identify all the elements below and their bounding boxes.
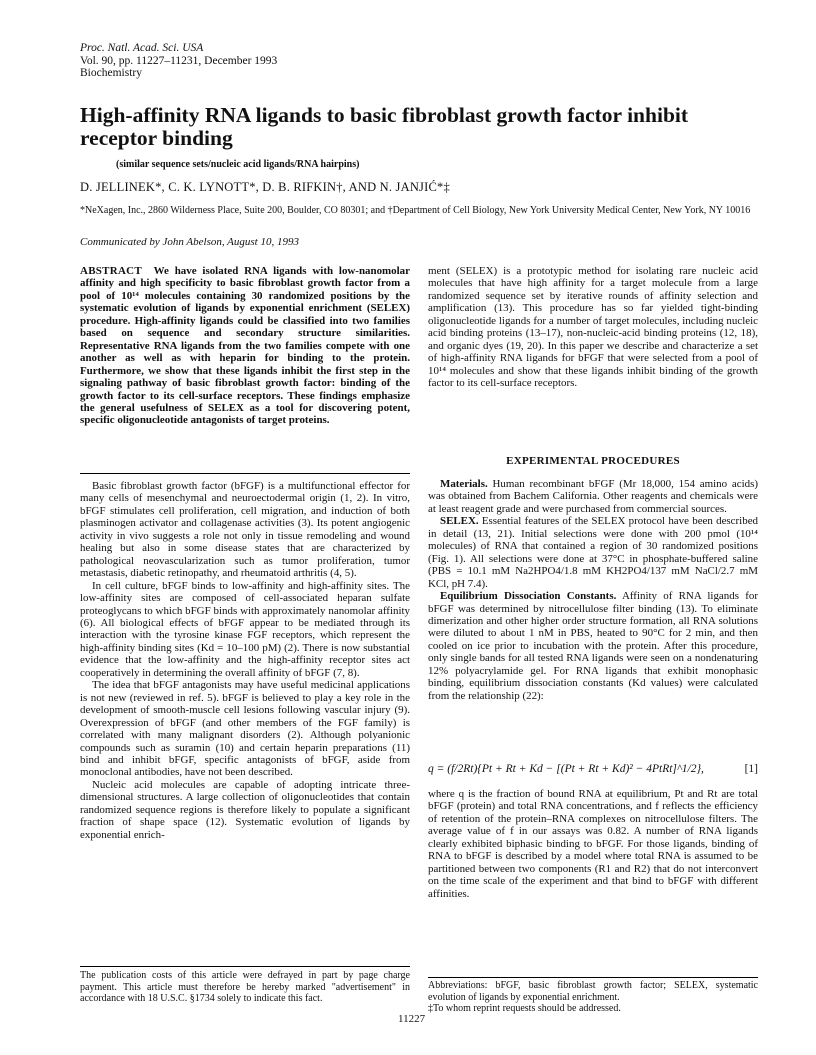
intro-paragraph: Nucleic acid molecules are capable of adopting intricate three-dimensional structures. A large collection of oligonucleotides that contain randomized sequence regions is therefore likely to populate a significant fraction of shape space (12). Systematic evolution of ligands by exponential enrich-: [80, 778, 410, 841]
intro-paragraph: Basic fibroblast growth factor (bFGF) is a multifunctional effector for many cells of mesenchymal and neuroectodermal origin (1, 2). In vitro, bFGF stimulates cell proliferation, cell migration, and induction of both plasminogen activator and collagenase activities (3). Its potent angiogenic activity in vivo suggests a role not only in tissue remodeling and wound healing but also in some disease states that are characterized by pathological neovascularization such as tumor proliferation, tumor metastasis, diabetic retinopathy, and rheumatoid arthritis (4, 5).: [80, 480, 410, 580]
communicated-by: Communicated by John Abelson, August 10, 1993: [80, 236, 299, 248]
abstract: [80, 265, 410, 427]
journal-section: Biochemistry: [80, 67, 142, 80]
methods-body: [428, 478, 758, 702]
intro-continued-text: ment (SELEX) is a prototypic method for isolating rare nucleic acid molecules that have high affinity for a target molecule from a large randomized sequence set by iterative rounds of affinity selection and amplification (13). This procedure has so far yielded tight-binding oligonucleotide ligands for a number of target molecules, including nucleic acid binding proteins (13–17), non-nucleic-acid binding proteins (12, 18), and organic dyes (19, 20). In this paper we describe and characterize a set of high-affinity RNA ligands for bFGF that were selected from a pool of 10¹⁴ molecules and show that these ligands inhibit binding of the growth factor to its cell-surface receptors.: [428, 265, 758, 390]
selex-label: SELEX.: [440, 515, 479, 528]
publication-cost-note: The publication costs of this article were defrayed in part by page charge payment. This article must therefore be hereby marked "advertisement" in accordance with 18 U.S.C. §1734 solely to indicate this fact.: [80, 970, 410, 1005]
journal-volume: Vol. 90, pp. 11227–11231, December 1993: [80, 54, 278, 67]
footnotes-right: [428, 980, 758, 1015]
journal-header: [80, 42, 277, 80]
equation-number: [1]: [744, 763, 758, 775]
abbreviations-note: Abbreviations: bFGF, basic fibroblast growth factor; SELEX, systematic evolution of ligands by exponential enrichment.: [428, 980, 758, 1003]
introduction-body: [80, 480, 410, 841]
equation-1: [428, 763, 758, 775]
materials-text: Human recombinant bFGF (Mr 18,000, 154 amino acids) was obtained from Bachem California. Other reagents and chemicals were at least reagent grade and were purchased from commercial sources.: [428, 478, 758, 515]
equilibrium-text: Affinity of RNA ligands for bFGF was determined by nitrocellulose filter binding (13). To eliminate dimerization and other higher order structure formation, all RNA solutions were diluted to about 1 nM in PBS, heated to 90°C for 2 min, and then cooled on ice prior to incubation with the protein. After this procedure, only single bands for all tested RNA ligands were seen on a nondenaturing 12% polyacrylamide gel. For RNA ligands that exhibit monophasic binding, equilibrium dissociation constants (Kd values) were calculated from the relationship (22):: [428, 590, 758, 702]
footnote-divider: [80, 966, 410, 967]
equilibrium-label: Equilibrium Dissociation Constants.: [440, 590, 617, 603]
affiliations: *NeXagen, Inc., 2860 Wilderness Place, Suite 200, Boulder, CO 80301; and †Department of Cell Biology, New York University Medical Center, New York, NY 10016: [80, 205, 751, 216]
intro-continued: [428, 265, 758, 390]
equation-text: q = (f/2Rt){Pt + Rt + Kd − [(Pt + Rt + Kd)² − 4PtRt]^1/2},: [428, 763, 704, 775]
after-equation-text: where q is the fraction of bound RNA at equilibrium, Pt and Rt are total bFGF (protein) and total RNA concentrations, and f reflects the efficiency of retention of the protein–RNA complexes on nitrocellulose filters. The average value of f in our assays was 0.82. A number of RNA ligands clearly exhibited biphasic binding to bFGF. For those ligands, binding of RNA to bFGF is described by a model where total RNA is assumed to be partitioned between two components (R1 and R2) that do not interconvert on the time scale of the experiment and that bind to bFGF with different affinities.: [428, 788, 758, 900]
section-heading: EXPERIMENTAL PROCEDURES: [506, 455, 680, 467]
selex-text: Essential features of the SELEX protocol have been described in detail (13, 21). Initial selections were done with 200 pmol (10¹⁴ molecules) of RNA that contained a region of 30 randomized positions (Fig. 1). All selections were done at 37°C in phosphate-buffered saline (PBS = 10.1 mM Na2HPO4/1.8 mM KH2PO4/137 mM NaCl/2.7 mM KCl, pH 7.4).: [428, 515, 759, 590]
author-list: D. JELLINEK*, C. K. LYNOTT*, D. B. RIFKIN†, AND N. JANJIĆ*‡: [80, 180, 450, 194]
materials-label: Materials.: [440, 478, 488, 490]
right-footnote-divider: [428, 977, 758, 978]
abstract-divider: [80, 473, 410, 474]
page-number: 11227: [398, 1013, 426, 1025]
journal-name: Proc. Natl. Acad. Sci. USA: [80, 42, 204, 54]
abstract-label: ABSTRACT: [80, 265, 142, 277]
reprint-note: ‡To whom reprint requests should be addressed.: [428, 1003, 621, 1015]
abstract-text: We have isolated RNA ligands with low-nanomolar affinity and high specificity to basic fibroblast growth factor from a pool of 10¹⁴ molecules containing 30 randomized positions by the systematic evolution of ligands by exponential enrichment (SELEX) procedure. High-affinity ligands could be classified into two families based on sequence and secondary structure similarities. Representative RNA ligands from the two families compete with one another as well as with heparin for binding to the protein. Furthermore, we show that these ligands inhibit the first step in the signaling pathway of basic fibroblast growth factor: binding of the growth factor to its cell-surface receptors. These findings emphasize the general usefulness of SELEX as a tool for discovering potent, specific oligonucleotide antagonists of target proteins.: [80, 265, 410, 427]
keywords: (similar sequence sets/nucleic acid ligands/RNA hairpins): [116, 159, 360, 170]
intro-paragraph: The idea that bFGF antagonists may have useful medicinal applications is not new (reviewed in ref. 5). bFGF is believed to play a key role in the development of smooth-muscle cell lesions following vascular injury (9). Overexpression of bFGF (and other members of the FGF family) is correlated with many malignant disorders (2). Although polyanionic compounds such as suramin (10) and certain heparin preparations (11) bind and inhibit bFGF, specific antagonists of bFGF, aside from monoclonal antibodies, have not been described.: [80, 679, 410, 779]
intro-paragraph: In cell culture, bFGF binds to low-affinity and high-affinity sites. The low-affinity sites are composed of cell-associated heparan sulfate proteoglycans to which bFGF binds with approximately nanomolar affinity (6). All biological effects of bFGF appear to be mediated through its interaction with the tyrosine kinase FGF receptors, which represent the high-affinity binding sites (Kd = 10–100 pM) (2). There is now substantial evidence that the low-affinity and the high-affinity receptor sites act cooperatively in determining the overall affinity of bFGF (7, 8).: [80, 579, 410, 679]
equation-explanation: [428, 788, 758, 900]
article-title: High-affinity RNA ligands to basic fibroblast growth factor inhibit receptor binding: [80, 103, 689, 150]
